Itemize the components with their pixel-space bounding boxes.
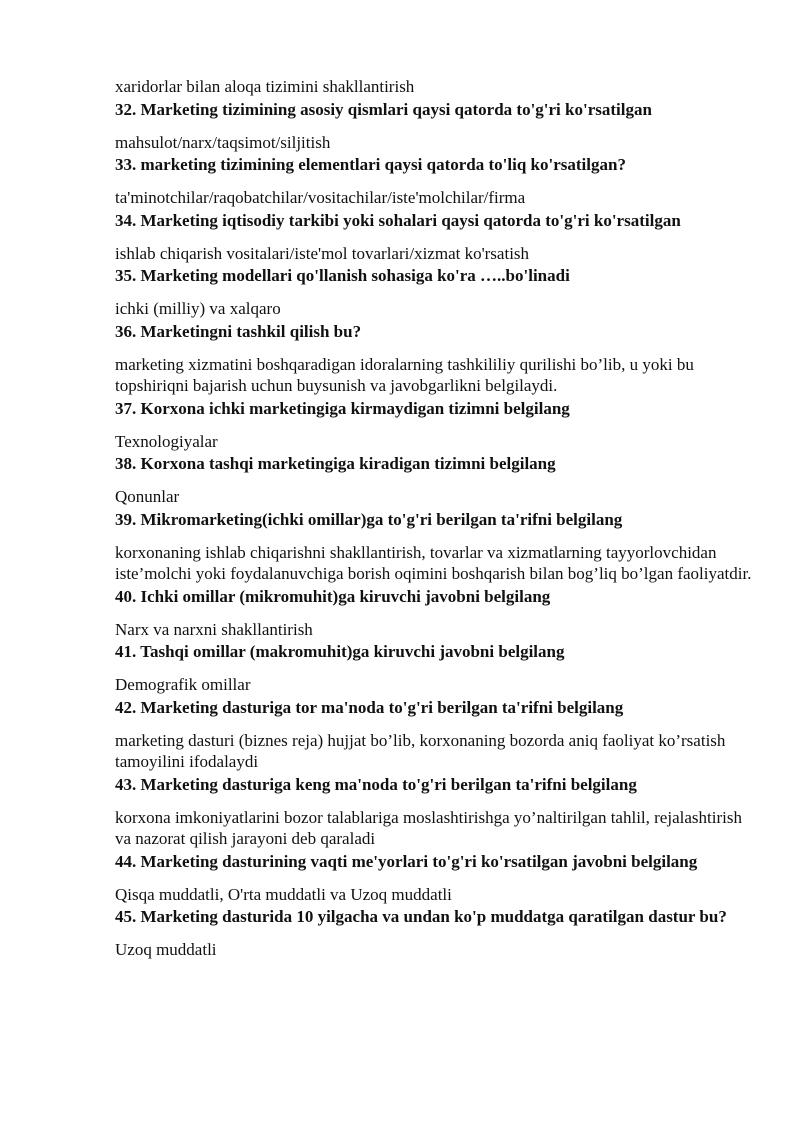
answer-text: mahsulot/narx/taqsimot/siljitish: [115, 132, 331, 152]
question-text: 36. Marketingni tashkil qilish bu?: [115, 321, 362, 341]
qa-item-41: [115, 640, 755, 696]
qa-item-36: [115, 320, 755, 397]
qa-item-35: [115, 264, 755, 320]
qa-item-33: [115, 153, 755, 209]
question-text: 42. Marketing dasturiga tor ma'noda to'g'ri berilgan ta'rifni belgilang: [115, 697, 624, 717]
qa-item-42: [115, 696, 755, 773]
answer-text: Qonunlar: [115, 487, 180, 506]
qa-item-32: [115, 98, 755, 154]
question-text: 38. Korxona tashqi marketingiga kiradigan tizimni belgilang: [115, 454, 556, 473]
answer-text: Texnologiyalar: [115, 431, 218, 451]
answer-text: Qisqa muddatli, O'rta muddatli va Uzoq muddatli: [115, 884, 452, 904]
question-text: 32. Marketing tizimining asosiy qismlari qaysi qatorda to'g'ri ko'rsatilgan: [115, 99, 652, 119]
answer-text: marketing xizmatini boshqaradigan idoralarning tashkililiy qurilishi bo’lib, u yoki bu topshiriqni bajarish uchun buysunish va javobgarlikni belgilaydi.: [115, 354, 694, 395]
qa-item-39: [115, 508, 755, 585]
question-text: 33. marketing tizimining elementlari qaysi qatorda to'liq ko'rsatilgan?: [115, 155, 626, 174]
answer-text: Uzoq muddatli: [115, 940, 217, 959]
question-text: 43. Marketing dasturiga keng ma'noda to'g'ri berilgan ta'rifni belgilang: [115, 774, 637, 794]
question-text: 37. Korxona ichki marketingiga kirmaydigan tizimni belgilang: [115, 398, 570, 418]
qa-item-43: [115, 773, 755, 850]
question-text: 40. Ichki omillar (mikromuhit)ga kiruvchi javobni belgilang: [115, 586, 551, 606]
answer-text: Narx va narxni shakllantirish: [115, 619, 313, 639]
answer-text: ta'minotchilar/raqobatchilar/vositachilar/iste'molchilar/firma: [115, 188, 526, 207]
document-page: [115, 76, 755, 961]
answer-text: xaridorlar bilan aloqa tizimini shakllantirish: [115, 77, 415, 96]
question-text: 44. Marketing dasturining vaqti me'yorlari to'g'ri ko'rsatilgan javobni belgilang: [115, 851, 698, 871]
answer-text: marketing dasturi (biznes reja) hujjat bo’lib, korxonaning bozorda aniq faoliyat ko’rsatish tamoyilini ifodalaydi: [115, 730, 726, 771]
answer-text: Demografik omillar: [115, 675, 251, 694]
answer-text: korxonaning ishlab chiqarishni shakllantirish, tovarlar va xizmatlarning tayyorlovchidan iste’molchi yoki foydalanuvchiga borish oqimini boshqarish bilan bog’liq bo’lgan faoliyatdir.: [115, 542, 752, 583]
qa-item-34: [115, 209, 755, 265]
qa-item-37: [115, 397, 755, 453]
question-text: 35. Marketing modellari qo'llanish sohasiga ko'ra …..bo'linadi: [115, 266, 570, 285]
question-text: 39. Mikromarketing(ichki omillar)ga to'g'ri berilgan ta'rifni belgilang: [115, 509, 623, 529]
question-text: 41. Tashqi omillar (makromuhit)ga kiruvchi javobni belgilang: [115, 642, 565, 661]
qa-item-38: [115, 452, 755, 508]
answer-text: ichki (milliy) va xalqaro: [115, 299, 281, 318]
question-text: 45. Marketing dasturida 10 yilgacha va undan ko'p muddatga qaratilgan dastur bu?: [115, 907, 727, 926]
answer-text: korxona imkoniyatlarini bozor talablariga moslashtirishga yo’naltirilgan tahlil, rejalashtirish va nazorat qilish jarayoni deb qaraladi: [115, 807, 742, 848]
question-text: 34. Marketing iqtisodiy tarkibi yoki sohalari qaysi qatorda to'g'ri ko'rsatilgan: [115, 210, 681, 230]
qa-item-45: [115, 905, 755, 961]
answer-text: ishlab chiqarish vositalari/iste'mol tovarlari/xizmat ko'rsatish: [115, 243, 530, 263]
qa-item-40: [115, 585, 755, 641]
qa-item-44: [115, 850, 755, 906]
